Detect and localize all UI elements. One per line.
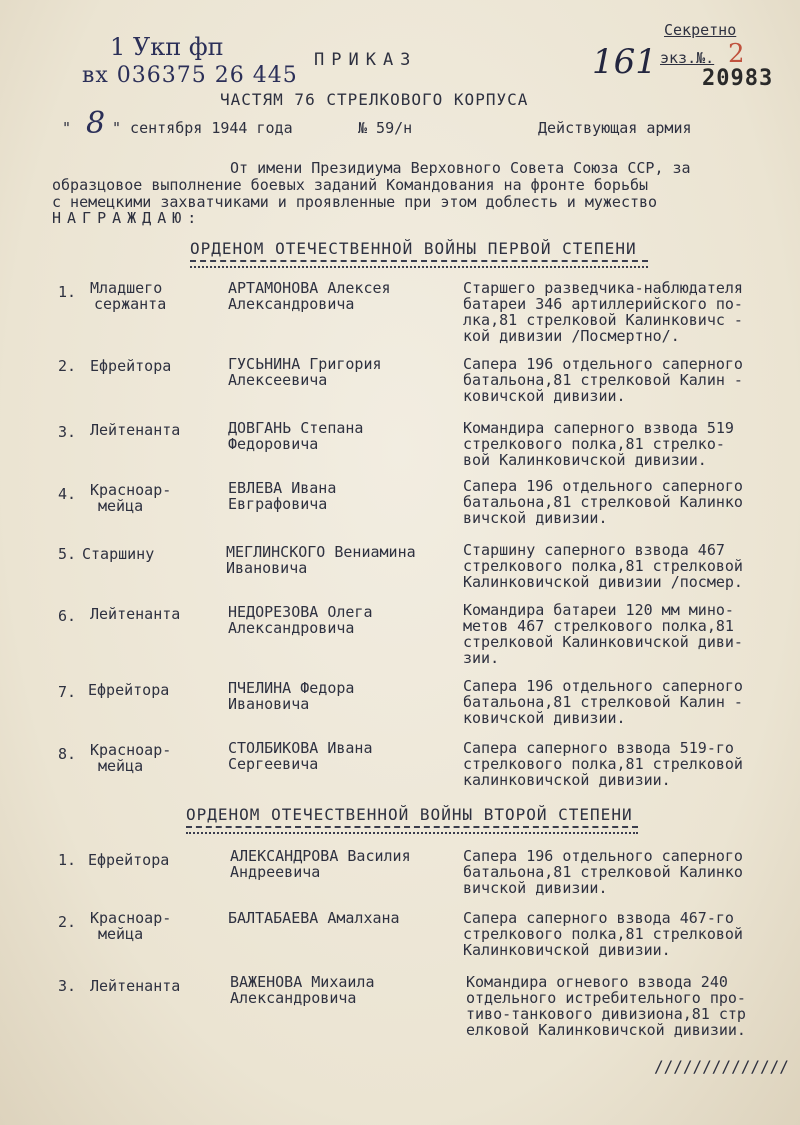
entry-position: вичской дивизии. [463, 509, 608, 527]
entry-position: батальона,81 стрелковой Калин - [463, 693, 743, 711]
entry-number: 8. [58, 745, 77, 763]
entry-number: 2. [58, 357, 77, 375]
entry-name: ЕВЛЕВА Ивана [228, 479, 337, 497]
entry-name: АРТАМОНОВА Алексея [228, 279, 391, 297]
entry-position: вой Калинковичской дивизии. [463, 451, 707, 469]
entry-position: зии. [463, 649, 500, 667]
entry-number: 6. [58, 607, 77, 625]
entry-position: елковой Калинковичской дивизии. [466, 1021, 746, 1039]
entry-number: 1. [58, 851, 77, 869]
entry-number: 7. [58, 683, 77, 701]
entry-name: Евграфовича [228, 495, 328, 513]
entry-position: Калинковичской дивизии /посмер. [463, 573, 743, 591]
section-title: ОРДЕНОМ ОТЕЧЕСТВЕННОЙ ВОЙНЫ ПЕРВОЙ СТЕПЕНИ [190, 239, 637, 258]
entry-name: Александровича [228, 295, 355, 313]
archive-number: 161 [592, 42, 657, 82]
entry-number: 2. [58, 913, 77, 931]
order-number: № 59/н [358, 119, 413, 137]
entry-name: Сергеевича [228, 755, 319, 773]
entry-position: ковичской дивизии. [463, 709, 626, 727]
intro-line-3: с немецкими захватчиками и проявленные при этом доблесть и мужество [52, 193, 658, 211]
entry-name: МЕГЛИНСКОГО Вениамина [226, 543, 416, 561]
entry-rank: Ефрейтора [88, 851, 170, 869]
entry-position: Старшину саперного взвода 467 [463, 541, 725, 559]
entry-position: калинковичской дивизии. [463, 771, 671, 789]
entry-name: БАЛТАБАЕВА Амалхана [228, 909, 400, 927]
entry-position: Сапера 196 отдельного саперного [463, 355, 743, 373]
closing-slashes: ////////////// [654, 1057, 789, 1076]
entry-position: метов 467 стрелкового полка,81 [463, 617, 734, 635]
entry-position: Командира огневого взвода 240 [466, 973, 728, 991]
entry-position: стрелкового полка,81 стрелковой [463, 755, 743, 773]
entry-position: Калинковичской дивизии. [463, 941, 671, 959]
copy-number: 2 [728, 39, 745, 69]
entry-position: батальона,81 стрелковой Калин - [463, 371, 743, 389]
entry-number: 5. [58, 545, 77, 563]
entry-rank: Ефрейтора [88, 681, 170, 699]
entry-position: тиво-танкового дивизиона,81 стр [466, 1005, 746, 1023]
stamp-number: 20983 [702, 66, 774, 91]
entry-position: стрелкового полка,81 стрелко- [463, 435, 725, 453]
entry-rank: Красноар- [90, 481, 172, 499]
entry-position: кой дивизии /Посмертно/. [463, 327, 680, 345]
entry-position: Командира саперного взвода 519 [463, 419, 734, 437]
date-quote-open: " [62, 119, 72, 137]
entry-rank: Красноар- [90, 741, 172, 759]
entry-number: 4. [58, 485, 77, 503]
entry-rank: Старшину [82, 545, 155, 563]
section-underline [186, 826, 638, 828]
intro-line-1: От имени Президиума Верховного Совета Союза ССР, за [230, 159, 691, 177]
entry-position: стрелкового полка,81 стрелковой [463, 925, 743, 943]
entry-name: ГУСЬНИНА Григория [228, 355, 382, 373]
entry-position: Сапера 196 отдельного саперного [463, 477, 743, 495]
entry-position: батальона,81 стрелковой Калинко [463, 863, 743, 881]
entry-name: Алексеевича [228, 371, 328, 389]
entry-position: Сапера 196 отдельного саперного [463, 847, 743, 865]
section-underline [190, 260, 648, 262]
entry-number: 3. [58, 423, 77, 441]
entry-position: батальона,81 стрелковой Калинко [463, 493, 743, 511]
date-day: 8 [86, 106, 106, 141]
entry-name: ДОВГАНЬ Степана [228, 419, 364, 437]
secret-label: Секретно [664, 21, 737, 39]
entry-name: Ивановича [228, 695, 310, 713]
copy-label: экз.№. [660, 49, 715, 67]
entry-rank: сержанта [94, 295, 167, 313]
entry-rank: Лейтенанта [90, 977, 181, 995]
entry-rank: Лейтенанта [90, 605, 181, 623]
entry-position: вичской дивизии. [463, 879, 608, 897]
intro-line-2: образцовое выполнение боевых заданий Командования на фронте борьбы [52, 176, 649, 194]
entry-name: СТОЛБИКОВА Ивана [228, 739, 373, 757]
entry-rank: мейца [98, 757, 144, 775]
location: Действующая армия [538, 119, 692, 137]
entry-name: АЛЕКСАНДРОВА Василия [230, 847, 411, 865]
intro-line-4: НАГРАЖДАЮ: [52, 209, 203, 227]
entry-name: НЕДОРЕЗОВА Олега [228, 603, 373, 621]
entry-position: Сапера саперного взвода 467-го [463, 909, 734, 927]
entry-name: ВАЖЕНОВА Михаила [230, 973, 375, 991]
entry-name: Ивановича [226, 559, 308, 577]
entry-number: 1. [58, 283, 77, 301]
entry-position: Командира батареи 120 мм мино- [463, 601, 734, 619]
entry-name: Александровича [228, 619, 355, 637]
entry-position: Старшего разведчика-наблюдателя [463, 279, 743, 297]
entry-position: стрелкового полка,81 стрелковой [463, 557, 743, 575]
entry-name: Андреевича [230, 863, 321, 881]
entry-position: отдельного истребительного про- [466, 989, 746, 1007]
handwritten-registration-1: 1 Укп фп [110, 33, 224, 61]
section-title: ОРДЕНОМ ОТЕЧЕСТВЕННОЙ ВОЙНЫ ВТОРОЙ СТЕПЕНИ [186, 805, 633, 824]
entry-name: Федоровича [228, 435, 319, 453]
entry-rank: Лейтенанта [90, 421, 181, 439]
section-underline [190, 266, 648, 268]
entry-position: лка,81 стрелковой Калинковичс - [463, 311, 743, 329]
document-subtitle: ЧАСТЯМ 76 СТРЕЛКОВОГО КОРПУСА [220, 90, 529, 109]
entry-rank: Красноар- [90, 909, 172, 927]
entry-rank: мейца [98, 497, 144, 515]
entry-position: Сапера 196 отдельного саперного [463, 677, 743, 695]
entry-name: ПЧЕЛИНА Федора [228, 679, 355, 697]
entry-position: Сапера саперного взвода 519-го [463, 739, 734, 757]
entry-name: Александровича [230, 989, 357, 1007]
entry-position: ковичской дивизии. [463, 387, 626, 405]
entry-position: батареи 346 артиллерийского по- [463, 295, 743, 313]
entry-rank: мейца [98, 925, 144, 943]
entry-rank: Младшего [90, 279, 163, 297]
entry-rank: Ефрейтора [90, 357, 172, 375]
date-month-year: " сентября 1944 года [112, 119, 293, 137]
document-title: ПРИКАЗ [314, 50, 418, 70]
entry-number: 3. [58, 977, 77, 995]
section-underline [186, 832, 638, 834]
entry-position: стрелковой Калинковичской диви- [463, 633, 743, 651]
handwritten-registration-2: вх 036375 26 445 [82, 63, 298, 88]
